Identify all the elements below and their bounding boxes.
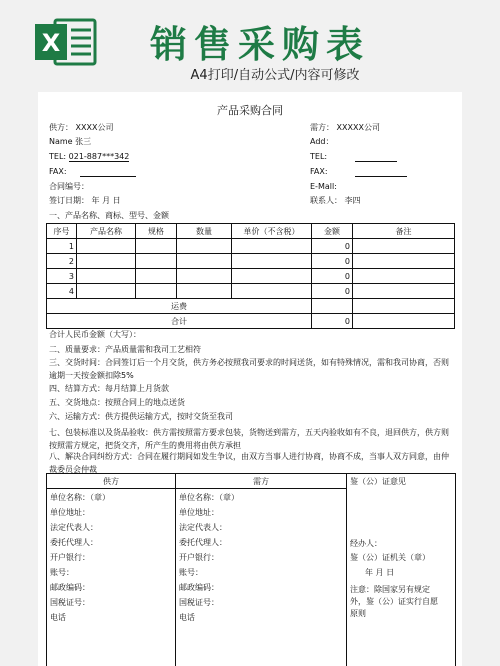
notary-heading: 鉴（公）证意见: [350, 477, 406, 486]
buyer-field: 电话: [179, 613, 195, 622]
table-row: 1 0: [47, 239, 455, 254]
supplier-field: 邮政编码：: [50, 583, 90, 592]
buyer-field: 邮政编码：: [179, 583, 219, 592]
table-header-row: [47, 224, 455, 239]
supplier-heading: 供方: [103, 477, 119, 486]
excel-icon: [35, 18, 97, 66]
agent-label: 经办人：: [350, 539, 382, 548]
table-row: 3 0: [47, 269, 455, 284]
supplier-field: 供方： XXXX公司: [49, 123, 114, 132]
supplier-field: 委托代理人：: [50, 538, 98, 547]
clause-delivery-time: 三、交货时间：合同签订后一个月交货，供方务必按照我司要求的时间送货，如有特殊情况，需和我司协商，否则逾期一天按金额扣除5%: [49, 358, 449, 380]
email-field: E-Mall:: [310, 182, 337, 191]
buyer-tel-blank: [355, 161, 397, 162]
buyer-field: 需方： XXXXX公司: [310, 123, 380, 132]
clause-settlement: 四、结算方式：每月结算上月货款: [49, 384, 169, 393]
table-row: 4 0: [47, 284, 455, 299]
tel-field: TEL: 021-887***342: [49, 152, 130, 161]
clause-delivery-place: 五、交货地点：按照合同上的地点送货: [49, 398, 185, 407]
column-header: 数量: [177, 224, 232, 239]
supplier-field: 单位地址：: [50, 508, 90, 517]
fax-field: FAX:: [49, 167, 67, 176]
authority-label: 鉴（公）证机关（章）: [350, 553, 430, 562]
contract-document: [38, 92, 462, 666]
contract-title: 产品采购合同: [217, 104, 283, 117]
buyer-tel-field: TEL:: [310, 152, 328, 161]
column-header: 序号: [47, 224, 77, 239]
supplier-field: 开户银行：: [50, 553, 90, 562]
excel-icon-letter: X: [41, 29, 61, 57]
contact-field: 联系人： 李四: [310, 196, 361, 205]
page-subtitle: A4打印/自动公式/内容可修改: [190, 68, 360, 83]
clause-transport: 六、运输方式：供方提供运输方式，按时交货至我司: [49, 412, 233, 421]
supplier-field: 单位名称：（章）: [50, 493, 110, 502]
buyer-field: 单位地址：: [179, 508, 219, 517]
column-header: 备注: [353, 224, 455, 239]
supplier-field: 国税证号：: [50, 598, 90, 607]
buyer-field: 法定代表人：: [179, 523, 227, 532]
page-title: 销售采购表: [150, 23, 370, 66]
notary-column: [347, 474, 455, 666]
clause-quality: 二、质量要求：产品质量需和我司工艺相符: [49, 345, 201, 354]
page-header: [0, 0, 500, 92]
fax-blank: [80, 176, 136, 177]
product-table: [46, 223, 455, 329]
buyer-heading: 需方: [253, 477, 269, 486]
supplier-field: 法定代表人：: [50, 523, 98, 532]
buyer-field: 国税证号：: [179, 598, 219, 607]
supplier-field: 电话: [50, 613, 66, 622]
buyer-fax-field: FAX:: [310, 167, 328, 176]
note-line: 原则: [350, 609, 366, 618]
section-one-heading: 一、产品名称、商标、型号、金额: [49, 211, 169, 220]
contract-number-field: 合同编号：: [49, 182, 89, 191]
column-header: 金额: [312, 224, 353, 239]
column-header: 规格: [136, 224, 177, 239]
freight-row: 运费: [47, 299, 455, 314]
signature-table: [46, 473, 456, 666]
total-row: 合计 0: [47, 314, 455, 329]
buyer-column: [176, 474, 347, 666]
buyer-fax-blank: [355, 176, 407, 177]
buyer-field: 开户银行：: [179, 553, 219, 562]
notary-date: 年 月 日: [365, 568, 395, 577]
buyer-field: 单位名称：（章）: [179, 493, 239, 502]
supplier-field: 账号：: [50, 568, 74, 577]
buyer-field: 委托代理人：: [179, 538, 227, 547]
column-header: 单价（不含税）: [232, 224, 312, 239]
buyer-field: 账号：: [179, 568, 203, 577]
supplier-column: [47, 474, 176, 666]
table-row: 2 0: [47, 254, 455, 269]
amount-in-words: 合计人民币金额（大写）：: [49, 330, 141, 339]
clause-packaging: 七、包装标准以及货品验收：供方需按照需方要求包装，货物送到需方，五天内验收如有不良，退回供方，供方则按照需方规定，把货交齐，所产生的费用将由供方承担: [49, 428, 449, 450]
name-field: Name 张三: [49, 137, 92, 146]
note-line: 注意：除国家另有规定: [350, 585, 430, 594]
column-header: 产品名称: [77, 224, 136, 239]
add-field: Add：: [310, 137, 334, 146]
clause-dispute: 八、解决合同纠纷方式：合同在履行期间如发生争议，由双方当事人进行协商，协商不成，当事人双方同意，由仲裁委员会仲裁: [49, 452, 449, 474]
sign-date-field: 签订日期： 年 月 日: [49, 196, 121, 205]
note-line: 外，鉴（公）证实行自愿: [350, 597, 438, 606]
